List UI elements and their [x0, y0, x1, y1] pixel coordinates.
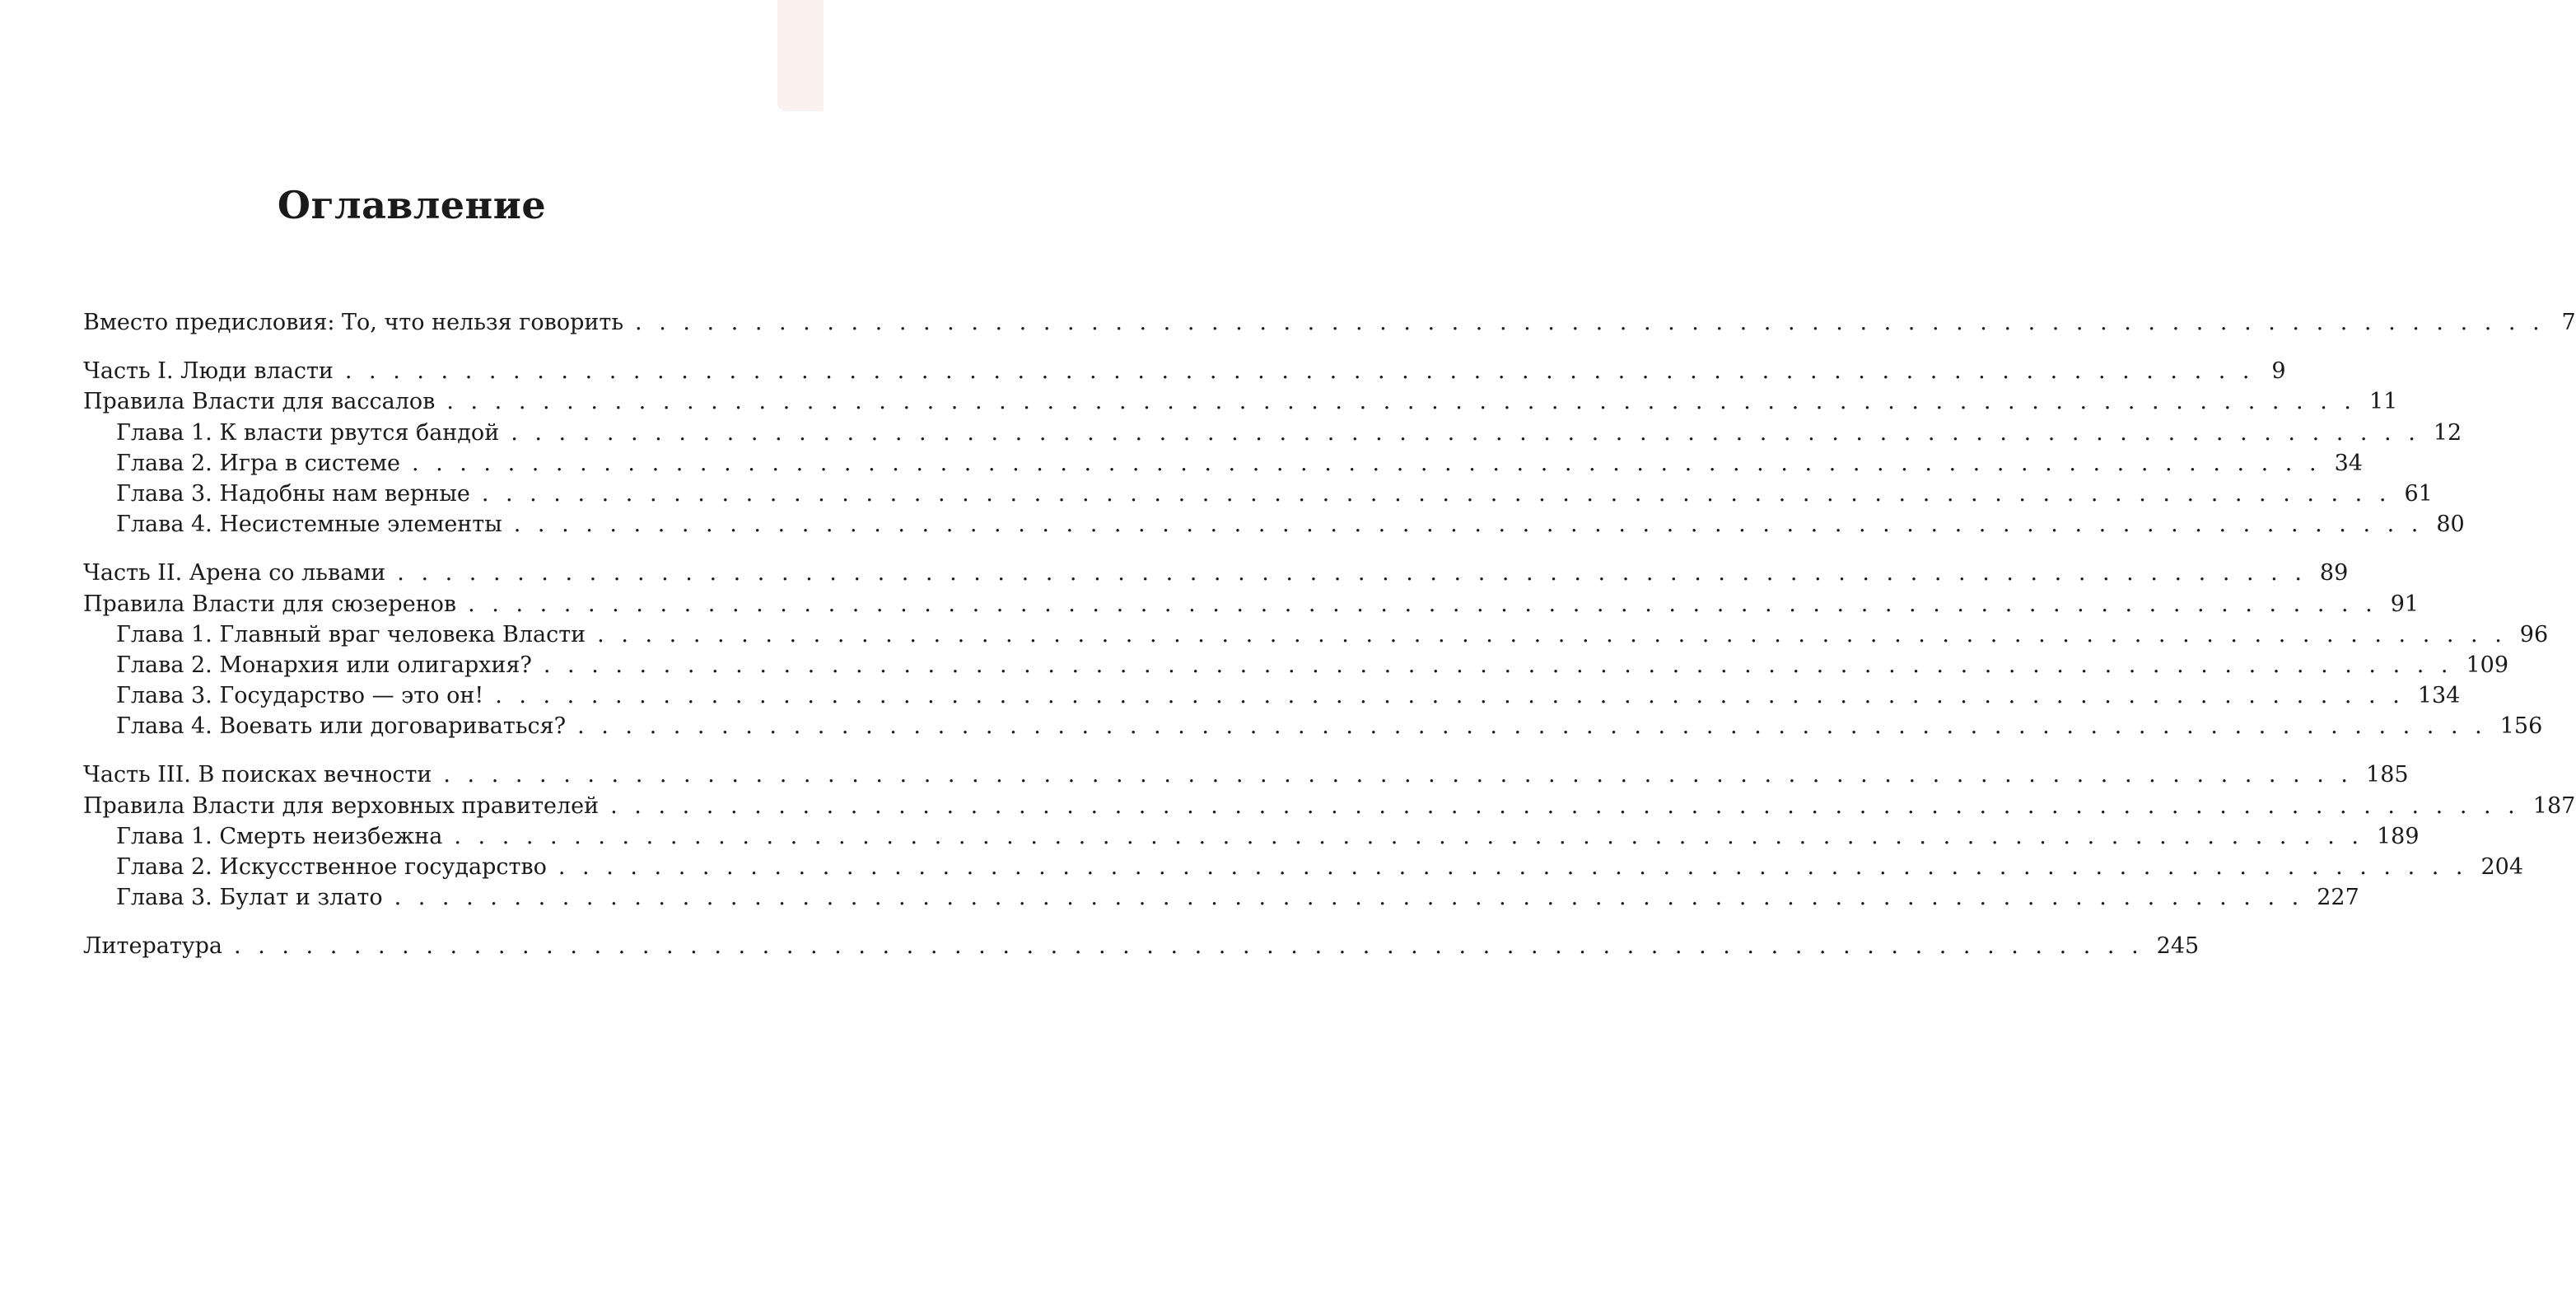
toc-section-entry[interactable]	[83, 307, 2576, 338]
dot-leader: . . . . . . . . . . . . . . . . . . . . . . . . . . . . . . . . . . . . . . . . . . . . . . . . . . . . . . . . . . . . . . . . . . . . . . . . . . . . . . . .	[481, 480, 2392, 507]
dot-leader: . . . . . . . . . . . . . . . . . . . . . . . . . . . . . . . . . . . . . . . . . . . . . . . . . . . . . . . . . . . . . . . . . . . . . . . . . . . . . . . .	[443, 762, 2354, 788]
toc-page-number: 227	[2317, 885, 2359, 911]
toc-section-entry[interactable]	[83, 589, 2420, 619]
toc-entry-label: Глава 2. Монархия или олигархия?	[116, 652, 532, 678]
toc-page-number: 189	[2376, 823, 2420, 849]
toc-page-number: 156	[2499, 713, 2543, 740]
toc-section-entry[interactable]	[83, 386, 2398, 417]
toc-page-number: 187	[2532, 792, 2576, 819]
toc-entry-label: Литература	[83, 933, 223, 960]
toc-section-entry[interactable]	[83, 931, 2200, 961]
toc-entry-label: Правила Власти для вассалов	[83, 389, 436, 415]
toc-page-number: 185	[2366, 762, 2409, 788]
toc-entry-label: Глава 3. Булат и злато	[116, 885, 383, 911]
toc-entry-label: Правила Власти для сюзеренов	[83, 591, 457, 617]
dot-leader: . . . . . . . . . . . . . . . . . . . . . . . . . . . . . . . . . . . . . . . . . . . . . . . . . . . . . . . . . . . . . . . . . . . . . . . . . . . . . . . .	[446, 389, 2356, 415]
toc-page-number: 61	[2404, 480, 2433, 507]
toc-group	[83, 931, 2200, 961]
toc-entry-label: Часть III. В поисках вечности	[83, 762, 432, 788]
toc-entry-label: Глава 4. Несистемные элементы	[116, 512, 502, 538]
toc-page-number: 80	[2436, 512, 2465, 538]
toc-chapter-entry[interactable]	[83, 509, 2465, 540]
toc-section-entry[interactable]	[83, 760, 2409, 790]
dot-leader: . . . . . . . . . . . . . . . . . . . . . . . . . . . . . . . . . . . . . . . . . . . . . . . . . . . . . . . . . . . . . . . . . . . . . . . . . . . . . . . .	[610, 792, 2520, 819]
toc-entry-label: Глава 2. Игра в системе	[116, 450, 400, 476]
page-title: Оглавление	[277, 183, 547, 227]
toc-section-entry[interactable]	[83, 356, 2286, 386]
dot-leader: . . . . . . . . . . . . . . . . . . . . . . . . . . . . . . . . . . . . . . . . . . . . . . . . . . . . . . . . . . . . . . . . . . . . . . . . . . . . . . . .	[577, 713, 2487, 740]
dot-leader: . . . . . . . . . . . . . . . . . . . . . . . . . . . . . . . . . . . . . . . . . . . . . . . . . . . . . . . . . . . . . . . . . . . . . . . . . . . . . . . .	[394, 885, 2304, 911]
dot-leader: . . . . . . . . . . . . . . . . . . . . . . . . . . . . . . . . . . . . . . . . . . . . . . . . . . . . . . . . . . . . . . . . . . . . . . . . . . . . . . . .	[468, 591, 2378, 617]
toc-page-number: 34	[2334, 450, 2363, 476]
toc-group	[83, 307, 2576, 338]
toc-entry-label: Глава 1. Главный враг человека Власти	[116, 621, 586, 647]
toc-page-number: 91	[2390, 591, 2420, 617]
toc-chapter-entry[interactable]	[83, 418, 2462, 448]
toc-page-number: 7	[2561, 310, 2576, 335]
dot-leader: . . . . . . . . . . . . . . . . . . . . . . . . . . . . . . . . . . . . . . . . . . . . . . . . . . . . . . . . . . . . . . . . . . . . . . . . . . . . . . . .	[543, 652, 2453, 678]
toc-entry-label: Глава 2. Искусственное государство	[116, 854, 547, 880]
page-edge	[777, 0, 824, 111]
toc-page-number: 245	[2156, 933, 2200, 960]
dot-leader: . . . . . . . . . . . . . . . . . . . . . . . . . . . . . . . . . . . . . . . . . . . . . . . . . . . . . . . . . . . . . . . . . . . . . . . . . . . . . . . .	[558, 854, 2468, 880]
toc-page-number: 96	[2519, 621, 2549, 647]
toc-chapter-entry[interactable]	[83, 479, 2433, 509]
dot-leader: . . . . . . . . . . . . . . . . . . . . . . . . . . . . . . . . . . . . . . . . . . . . . . . . . . . . . . . . . . . . . . . . . . . . . . . . . . . . . . . .	[397, 560, 2307, 587]
toc-section-entry[interactable]	[83, 558, 2349, 588]
toc-entry-label: Правила Власти для верховных правителей	[83, 792, 600, 819]
toc-chapter-entry[interactable]	[83, 882, 2359, 913]
toc-page-number: 12	[2433, 419, 2462, 446]
toc-section-entry[interactable]	[83, 791, 2576, 821]
toc-entry-label: Глава 3. Надобны нам верные	[116, 480, 470, 507]
dot-leader: . . . . . . . . . . . . . . . . . . . . . . . . . . . . . . . . . . . . . . . . . . . . . . . . . . . . . . . . . . . . . . . . . . . . . . . . . . . . . . . .	[495, 683, 2405, 709]
toc-entry-label: Вместо предисловия: То, что нельзя говорить	[83, 310, 624, 335]
dot-leader: . . . . . . . . . . . . . . . . . . . . . . . . . . . . . . . . . . . . . . . . . . . . . . . . . . . . . . . . . . . . . . . . . . . . . . . . . . . . . . . .	[411, 450, 2322, 476]
dot-leader: . . . . . . . . . . . . . . . . . . . . . . . . . . . . . . . . . . . . . . . . . . . . . . . . . . . . . . . . . . . . . . . . . . . . . . . . . . . . . . . .	[454, 823, 2364, 849]
toc-chapter-entry[interactable]	[83, 650, 2509, 680]
toc-group	[83, 760, 2576, 913]
toc-entry-label: Глава 1. К власти рвутся бандой	[116, 419, 500, 446]
toc-chapter-entry[interactable]	[83, 821, 2420, 852]
toc-page-number: 134	[2417, 683, 2461, 709]
dot-leader: . . . . . . . . . . . . . . . . . . . . . . . . . . . . . . . . . . . . . . . . . . . . . . . . . . . . . . . . . . . . . . . . . . . . . . . . . . . . . . . .	[511, 419, 2420, 446]
toc-chapter-entry[interactable]	[83, 852, 2524, 882]
toc-entry-label: Глава 4. Воевать или договариваться?	[116, 713, 567, 740]
toc-entry-label: Глава 1. Смерть неизбежна	[116, 823, 443, 849]
toc-group	[83, 356, 2465, 540]
toc-chapter-entry[interactable]	[83, 680, 2461, 711]
dot-leader: . . . . . . . . . . . . . . . . . . . . . . . . . . . . . . . . . . . . . . . . . . . . . . . . . . . . . . . . . . . . . . . . . . . . . . . . . . . . . . . .	[635, 310, 2545, 335]
toc-page-number: 9	[2271, 358, 2286, 385]
toc-entry-label: Часть I. Люди власти	[83, 358, 334, 385]
dot-leader: . . . . . . . . . . . . . . . . . . . . . . . . . . . . . . . . . . . . . . . . . . . . . . . . . . . . . . . . . . . . . . . . . . . . . . . . . . . . . . . .	[344, 358, 2255, 385]
toc-group	[83, 558, 2549, 741]
dot-leader: . . . . . . . . . . . . . . . . . . . . . . . . . . . . . . . . . . . . . . . . . . . . . . . . . . . . . . . . . . . . . . . . . . . . . . . . . . . . . . . .	[513, 512, 2424, 538]
toc-page-number: 89	[2319, 560, 2349, 587]
toc-chapter-entry[interactable]	[83, 619, 2549, 650]
toc-page-number: 109	[2466, 652, 2509, 678]
toc-entry-label: Глава 3. Государство — это он!	[116, 683, 484, 709]
toc-page-number: 204	[2480, 854, 2524, 880]
toc-entry-label: Часть II. Арена со львами	[83, 560, 386, 587]
dot-leader: . . . . . . . . . . . . . . . . . . . . . . . . . . . . . . . . . . . . . . . . . . . . . . . . . . . . . . . . . . . . . . . . . . . . . . . . . . . . . . . .	[234, 933, 2144, 960]
toc-page-number: 11	[2368, 389, 2398, 415]
toc-chapter-entry[interactable]	[83, 711, 2543, 741]
toc-chapter-entry[interactable]	[83, 448, 2363, 479]
table-of-contents	[83, 307, 2576, 980]
dot-leader: . . . . . . . . . . . . . . . . . . . . . . . . . . . . . . . . . . . . . . . . . . . . . . . . . . . . . . . . . . . . . . . . . . . . . . . . . . . . . . . .	[597, 621, 2507, 647]
